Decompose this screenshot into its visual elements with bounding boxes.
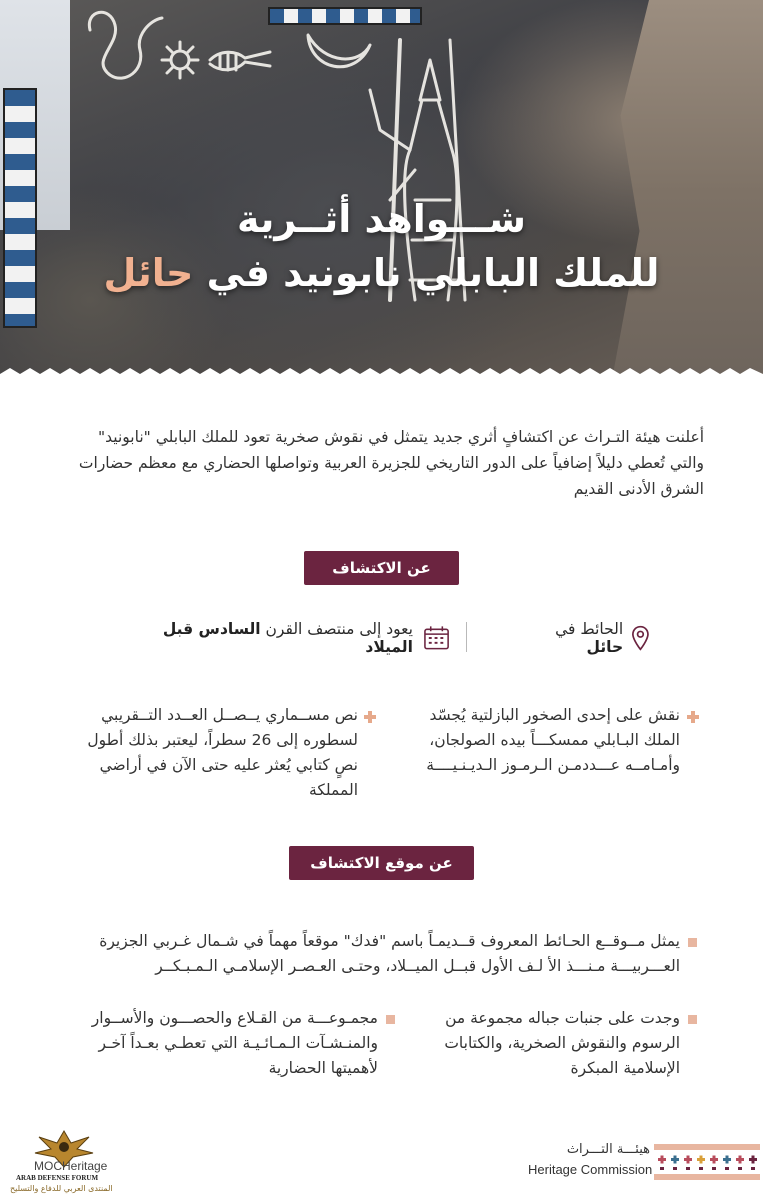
bullet-line: نصٍ كتابي يُعثر عليه حتى الآن في أراضي المملكة: [99, 756, 358, 799]
hero-title-line1: شـــواهد أثــرية: [237, 197, 526, 241]
bullet-fadak-site: [58, 929, 680, 979]
bullet-cuneiform-text: [50, 703, 358, 803]
date-prefix: يعود إلى منتصف القرن: [260, 620, 413, 638]
org-name-arabic: هيئـــة التـــراث: [566, 1142, 650, 1157]
hero-title-line2: [0, 246, 763, 300]
bullet-line: مجمـوعـــة من القـلاع والحصـــون والأســوار: [91, 1009, 378, 1027]
location-info: [520, 620, 650, 656]
square-bullet-icon: [386, 1015, 395, 1024]
watermark-logo-sub-en: ARAB DEFENSE FORUM: [16, 1174, 99, 1182]
date-bold: السادس قبل الميلاد: [162, 620, 413, 656]
bullet-line: نص مســماري يــصــل العــدد التــقريبي: [101, 706, 358, 724]
bullet-line: وأمـامــه عـــددمـن الـرمـوز الـديـنـيــــة: [426, 756, 680, 774]
calendar-icon: [423, 624, 450, 652]
section-tag-discovery: عن الاكتشاف الأثري: [304, 551, 459, 585]
square-bullet-icon: [688, 1015, 697, 1024]
location-value: حائل: [586, 638, 624, 656]
location-text: [520, 620, 623, 656]
bullet-line: الملك البـابلي ممسكـــاً بيده الصولجان،: [429, 731, 680, 749]
date-text: [120, 620, 413, 656]
bullet-fortresses: [58, 1006, 378, 1081]
bullet-rock-art: [412, 1006, 680, 1081]
bullet-line: لأهميتها الحضارية: [268, 1059, 378, 1077]
hero-decorative-edge: [0, 360, 763, 385]
watermark-logo-text: MOCHeritage: [34, 1159, 108, 1173]
bullet-line: نقش على إحدى الصخور البازلتية يُجسّد: [429, 706, 680, 724]
bullet-relief-description: [400, 703, 680, 778]
hero-title-accent: حائل: [103, 251, 194, 295]
info-divider: [466, 622, 467, 652]
heritage-pattern-icon: [654, 1144, 760, 1180]
bullet-line: العـــربيـــة مـنـــذ الأ لـف الأول قبــل الميــلاد، وحتـى العـصـر الإسلامـي الـمـبـكــر: [155, 957, 680, 975]
section-tag-site: عن موقع الاكتشاف الأثري: [289, 846, 474, 880]
heritage-commission-logo: [528, 1140, 760, 1186]
bullet-line: وجدت على جنبات جباله مجموعة من: [445, 1009, 680, 1027]
intro-line: والتي تُعطي دليلاً إضافياً على الدور التاريخي للجزيرة العربية وتواصلها الحضاري مع معظم حضارات: [78, 454, 704, 472]
watermark-logo: [4, 1125, 124, 1200]
hero-title: [0, 192, 763, 300]
hero-banner: [0, 0, 763, 385]
bullet-line: الرسوم والنقوش الصخرية، والكتابات: [444, 1034, 680, 1052]
bullet-line: والمنـشـآت الـمـائـيـة التي تعطـي بعـداً آخـر: [98, 1034, 378, 1052]
intro-paragraph: [58, 424, 704, 502]
location-label: الحائط في: [555, 620, 624, 638]
hero-title-line2-main: للملك البابلي نابونيد في: [193, 251, 660, 295]
watermark-logo-sub-ar: المنتدى العربي للدفاع والتسليح: [10, 1184, 113, 1193]
org-name-english: Heritage Commission: [528, 1162, 653, 1177]
bullet-line: لسطوره إلى 26 سطراً، ليعتبر بذلك أطول: [87, 731, 358, 749]
square-bullet-icon: [688, 938, 697, 947]
bullet-line: الإسلامية المبكرة: [570, 1059, 680, 1077]
intro-line: الشرق الأدنى القديم: [573, 480, 704, 498]
bullet-line: يمثل مــوقــع الحـائط المعروف قــديمـاً باسم "فدك" موقعاً مهماً في شـمال غـربي الجزيرة: [99, 932, 680, 950]
plus-bullet-icon: [364, 711, 376, 723]
intro-line: أعلنت هيئة التـراث عن اكتشافٍ أثري جديد يتمثل في نقوش صخرية تعود للملك البابلي "نابونيد": [98, 428, 704, 446]
date-info: [120, 620, 450, 656]
map-pin-icon: [631, 624, 650, 652]
plus-bullet-icon: [687, 711, 699, 723]
